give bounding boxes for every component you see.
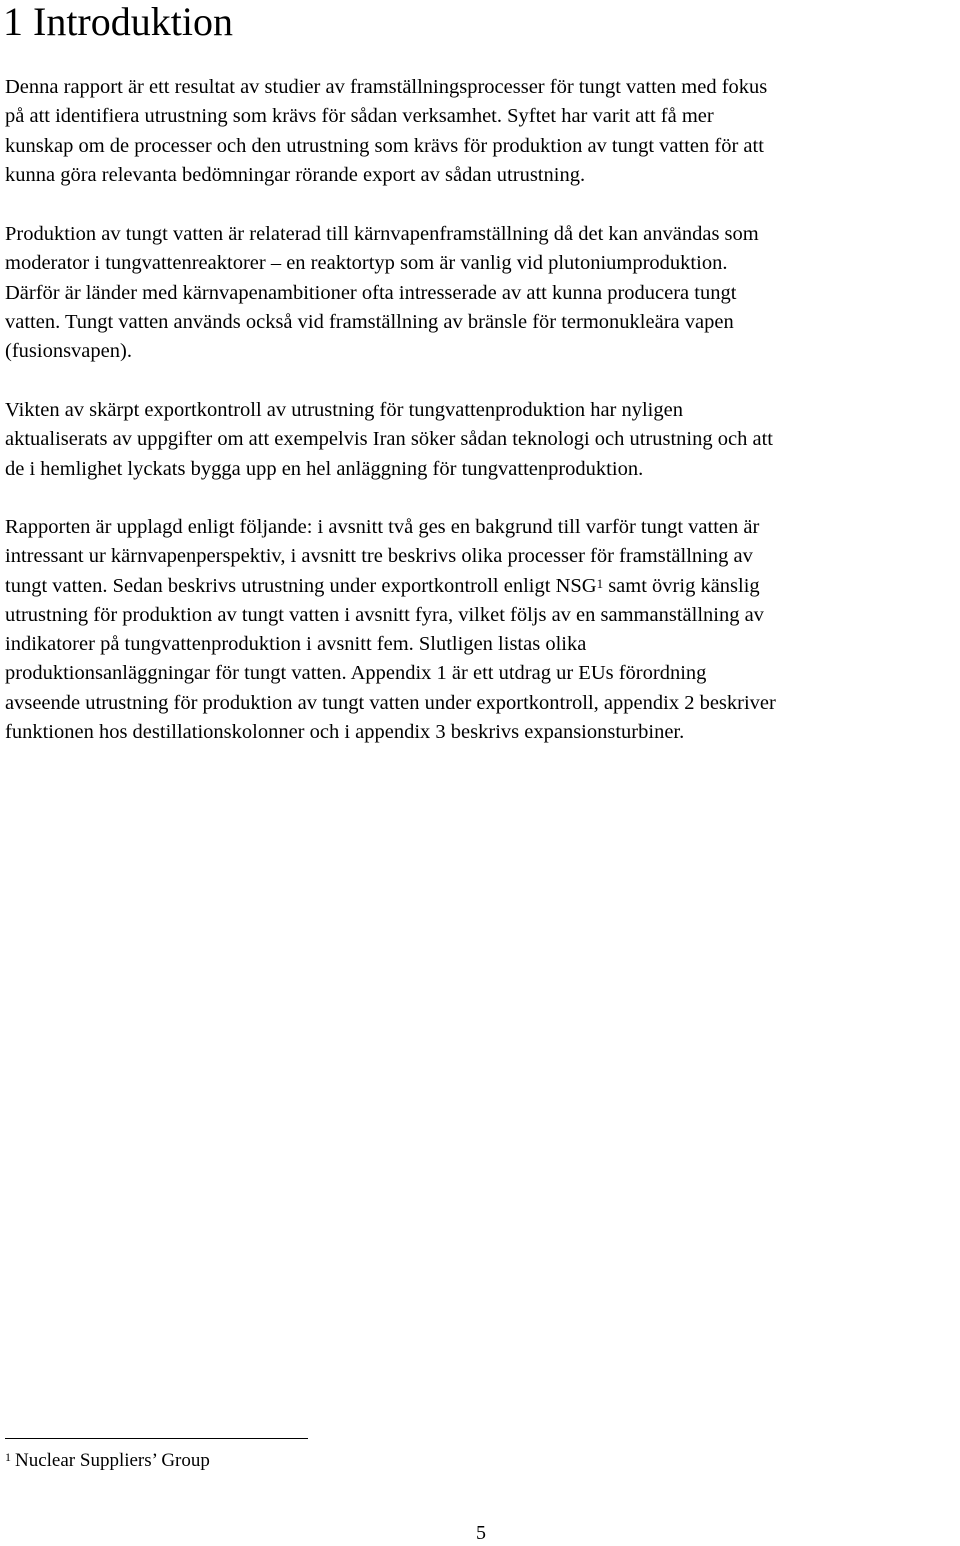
page-number: 5 [476,1522,486,1544]
footnote-text: Nuclear Suppliers’ Group [15,1450,210,1471]
text-segment: tungt vatten. Sedan beskrivs utrustning under exportkontroll enligt NSG [5,574,597,597]
paragraph-report-outline [5,513,776,747]
text-line: produktionsanläggningar för tungt vatten. Appendix 1 är ett utdrag ur EUs förordning [5,662,707,685]
text-line: indikatorer på tungvattenproduktion i avsnitt fem. Slutligen listas olika [5,633,587,656]
paragraph-heavy-water-relevance [5,220,759,366]
text-segment: samt övrig känslig [603,574,760,597]
text-line: utrustning för produktion av tungt vatten i avsnitt fyra, vilket följs av en sammanställning av [5,603,764,626]
footnote [5,1448,210,1474]
text-line: intressant ur kärnvapenperspektiv, i avsnitt tre beskrivs olika processer för framställning av [5,545,753,568]
footnote-number: 1 [5,1450,11,1464]
text-line: Därför är länder med kärnvapenambitioner ofta intresserade av att kunna producera tungt [5,281,737,304]
text-line: kunna göra relevanta bedömningar rörande export av sådan utrustning. [5,163,586,186]
text-line: (fusionsvapen). [5,340,132,363]
text-line: funktionen hos destillationskolonner och i appendix 3 beskrivs expansionsturbiner. [5,721,685,744]
text-line: kunskap om de processer och den utrustning som krävs för produktion av tungt vatten för att [5,134,764,157]
footnote-divider [5,1438,308,1439]
section-heading: 1 Introduktion [3,0,233,44]
text-line: avseende utrustning för produktion av tungt vatten under exportkontroll, appendix 2 beskriver [5,691,776,714]
text-line [5,572,776,601]
text-line: vatten. Tungt vatten används också vid framställning av bränsle för termonukleära vapen [5,310,734,333]
paragraph-purpose [5,73,767,190]
text-line: moderator i tungvattenreaktorer – en reaktortyp som är vanlig vid plutoniumproduktion. [5,252,728,275]
text-line: Rapporten är upplagd enligt följande: i avsnitt två ges en bakgrund till varför tungt vatten är [5,516,760,538]
footnote-marker: 1 [596,575,604,591]
paragraph-export-control [5,396,773,484]
text-line: på att identifiera utrustning som krävs för sådan verksamhet. Syftet har varit att få mer [5,105,714,128]
text-line: Vikten av skärpt exportkontroll av utrustning för tungvattenproduktion har nyligen [5,399,683,421]
text-line: Denna rapport är ett resultat av studier av framställningsprocesser för tungt vatten med fokus [5,76,768,98]
text-line: de i hemlighet lyckats bygga upp en hel anläggning för tungvattenproduktion. [5,457,644,480]
text-line: Produktion av tungt vatten är relaterad till kärnvapenframställning då det kan användas som [5,223,759,245]
text-line: aktualiserats av uppgifter om att exempelvis Iran söker sådan teknologi och utrustning och att [5,428,773,451]
